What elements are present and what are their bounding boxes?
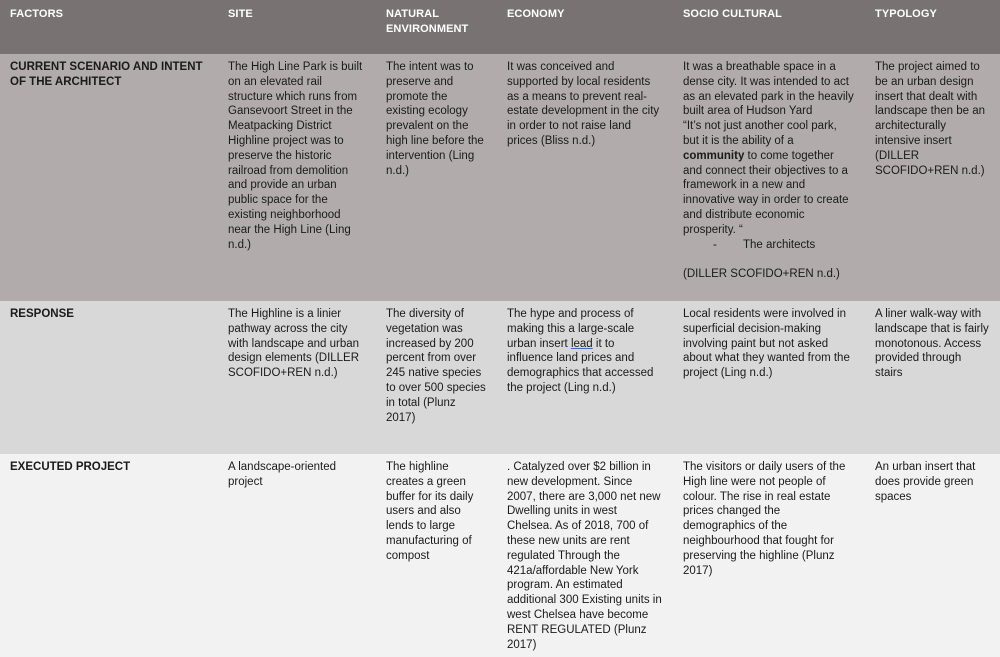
quote-part-a: “It’s not just another cool park, but it is the ability of a [683, 120, 837, 147]
socio-cell: The visitors or daily users of the High line were not people of colour. The rise in real estate prices changed the demographics of the neighbourhood that fought for preserving the highline (Plunz 2017) [673, 454, 865, 657]
header-economy: ECONOMY [497, 0, 673, 54]
socio-cell: Local residents were involved in superficial decision-making involving paint but not asked about what they wanted from the project (Ling n.d.) [673, 301, 865, 454]
economy-underlined-word: lead [570, 337, 593, 350]
natural-cell: The intent was to preserve and promote the existing ecology prevalent on the high line before the intervention (Ling n.d.) [376, 54, 497, 301]
site-cell: The Highline is a linier pathway across the city with landscape and urban design elements (DILLER SCOFIDO+REN n.d.) [218, 301, 376, 454]
quote-attribution [683, 238, 855, 253]
natural-cell: The highline creates a green buffer for its daily users and also lends to large manufacturing of compost [376, 454, 497, 657]
economy-text-b: it to influence land prices and demographics that accessed the project (Ling n.d.) [507, 337, 654, 394]
factor-cell: RESPONSE [0, 301, 218, 454]
socio-citation: (DILLER SCOFIDO+REN n.d.) [683, 268, 840, 281]
factor-cell: EXECUTED PROJECT [0, 454, 218, 657]
economy-cell: It was conceived and supported by local residents as a means to prevent real-estate development in the city in order to not raise land prices (Bliss n.d.) [497, 54, 673, 301]
header-natural-environment: NATURAL ENVIRONMENT [376, 0, 497, 54]
economy-cell: . Catalyzed over $2 billion in new development. Since 2007, there are 3,000 net new Dwelling units in west Chelsea. As of 2018, 700 of these new units are rent regulated Through the 421a/affordable New York program. An estimated additional 300 Existing units in west Chelsea have become RENT REGULATED (Plunz 2017) [497, 454, 673, 657]
header-row [0, 0, 1000, 54]
typology-cell: An urban insert that does provide green spaces [865, 454, 1000, 657]
header-factors: FACTORS [0, 0, 218, 54]
economy-text-a: The hype and process of making this a large-scale urban insert [507, 308, 635, 350]
table-row-response [0, 301, 1000, 454]
attribution-dash: - [713, 238, 717, 251]
header-socio-cultural: SOCIO CULTURAL [673, 0, 865, 54]
typology-cell: A liner walk-way with landscape that is fairly monotonous. Access provided through stairs [865, 301, 1000, 454]
table-row-executed-project [0, 454, 1000, 657]
header-typology: TYPOLOGY [865, 0, 1000, 54]
attribution-text: The architects [743, 238, 816, 251]
header-site: SITE [218, 0, 376, 54]
table-row-current-scenario [0, 54, 1000, 301]
socio-cell [673, 54, 865, 301]
site-cell: The High Line Park is built on an elevated rail structure which runs from Gansevoort Street in the Meatpacking District Highline project was to preserve the historic railroad from demolition and provide an urban public space for the existing neighborhood near the High Line (Ling n.d.) [218, 54, 376, 301]
site-cell: A landscape-oriented project [218, 454, 376, 657]
economy-cell [497, 301, 673, 454]
quote-part-b: to come together and connect their objectives to a framework in a new and innovative way in order to create and distribute economic prosperity. “ [683, 149, 849, 236]
typology-cell: The project aimed to be an urban design insert that dealt with landscape then be an architecturally intensive insert (DILLER SCOFIDO+REN n.d.) [865, 54, 1000, 301]
natural-cell: The diversity of vegetation was increased by 200 percent from over 245 native species to over 500 species in total (Plunz 2017) [376, 301, 497, 454]
socio-intro: It was a breathable space in a dense city. It was intended to act as an elevated park in the heavily built area of Hudson Yard [683, 61, 854, 118]
factor-cell: CURRENT SCENARIO AND INTENT OF THE ARCHITECT [0, 54, 218, 301]
quote-keyword: community [683, 149, 745, 162]
architect-quote [683, 119, 855, 237]
